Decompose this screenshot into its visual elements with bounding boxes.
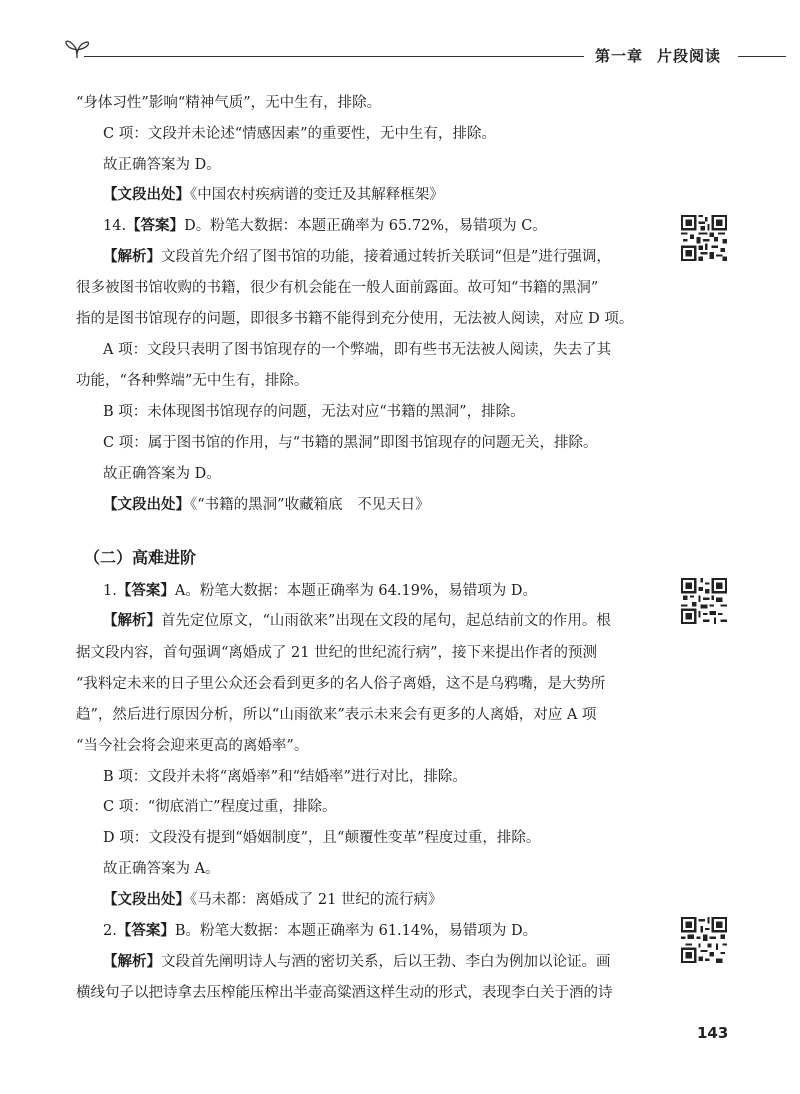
source-title: 《“书籍的黑洞”收藏箱底 不见天日》: [190, 497, 430, 513]
chapter-number: 第一章: [595, 47, 644, 65]
qr-code-icon[interactable]: [681, 917, 727, 963]
answer-line: [103, 216, 547, 236]
answer-text: D。粉笔大数据：本题正确率为 65.72%，易错项为 C。: [184, 218, 547, 234]
chapter-title: 片段阅读: [657, 47, 722, 65]
question-number: 2.: [103, 923, 117, 939]
analysis-tag: 【解析】: [103, 613, 161, 629]
answer-line: [103, 581, 537, 601]
text-line: B 项：文段并未将“离婚率”和“结婚率”进行对比，排除。: [103, 769, 467, 785]
answer-text: A。粉笔大数据：本题正确率为 64.19%，易错项为 D。: [174, 583, 537, 599]
text-line: 功能，“各种弊端”无中生有，排除。: [76, 373, 309, 389]
question-number: 14.: [103, 218, 127, 234]
source-line: [103, 185, 444, 205]
text-line: B 项：未体现图书馆现存的问题，无法对应“书籍的黑洞”，排除。: [103, 404, 525, 420]
source-title: 《马未都：离婚成了 21 世纪的流行病》: [190, 892, 443, 908]
header-rule-left: [84, 56, 584, 57]
text-line: 横线句子以把诗拿去压榨能压榨出半壶高粱酒这样生动的形式，表现李白关于酒的诗: [76, 985, 613, 1001]
text-line: 故正确答案为 A。: [103, 861, 220, 877]
text-line: A 项：文段只表明了图书馆现存的一个弊端，即有些书无法被人阅读，失去了其: [103, 342, 612, 358]
text-line: 很多被图书馆收购的书籍，很少有机会能在一般人面前露面。故可知“书籍的黑洞”: [76, 280, 599, 296]
source-line: [103, 495, 430, 515]
text-line: D 项：文段没有提到“婚姻制度”，且“颠覆性变革”程度过重，排除。: [103, 830, 541, 846]
answer-tag: 【答案】: [116, 583, 175, 599]
page-number: 143: [697, 1024, 729, 1042]
source-line: [103, 890, 442, 910]
source-tag: 【文段出处】: [103, 892, 190, 908]
text-line: “身体习性”影响“精神气质”，无中生有，排除。: [76, 95, 382, 111]
analysis-tag: 【解析】: [103, 249, 161, 265]
analysis-text: 首先定位原文，“山雨欲来”出现在文段的尾句，起总结前文的作用。根: [161, 613, 611, 629]
text-line: 指的是图书馆现存的问题，即很多书籍不能得到充分使用，无法被人阅读，对应 D 项。: [76, 311, 634, 327]
text-line: 趋”，然后进行原因分析，所以“山雨欲来”表示未来会有更多的人离婚，对应 A 项: [76, 707, 597, 723]
header-rule-right: [738, 56, 786, 57]
answer-text: B。粉笔大数据：本题正确率为 61.14%，易错项为 D。: [174, 923, 538, 939]
answer-line: [103, 921, 537, 941]
qr-code-icon[interactable]: [681, 215, 727, 261]
qr-code-icon[interactable]: [681, 578, 727, 624]
text-line: C 项：属于图书馆的作用，与“书籍的黑洞”即图书馆现存的问题无关，排除。: [103, 435, 598, 451]
source-tag: 【文段出处】: [103, 187, 190, 203]
text-line: C 项：“彻底消亡”程度过重，排除。: [103, 799, 337, 815]
analysis-line: [103, 611, 611, 631]
chapter-heading: [595, 45, 721, 66]
text-line: 故正确答案为 D。: [103, 466, 221, 482]
source-tag: 【文段出处】: [103, 497, 190, 513]
analysis-line: [103, 952, 611, 972]
analysis-line: [103, 247, 611, 267]
section-title: （二）高难进阶: [84, 548, 197, 567]
text-line: 据文段内容，首句强调“离婚成了 21 世纪的世纪流行病”，接下来提出作者的预测: [76, 645, 597, 661]
analysis-text: 文段首先阐明诗人与酒的密切关系，后以王勃、李白为例加以论证。画: [161, 954, 611, 970]
question-number: 1.: [103, 583, 117, 599]
analysis-tag: 【解析】: [103, 954, 161, 970]
analysis-text: 文段首先介绍了图书馆的功能，接着通过转折关联词“但是”进行强调，: [161, 249, 611, 265]
text-line: 故正确答案为 D。: [103, 157, 221, 173]
text-line: “当今社会将会迎来更高的离婚率”。: [76, 738, 309, 754]
page-header: [0, 0, 800, 70]
source-title: 《中国农村疾病谱的变迁及其解释框架》: [190, 187, 444, 203]
text-line: “我料定未来的日子里公众还会看到更多的名人俗子离婚，这不是乌鸦嘴，是大势所: [76, 676, 606, 692]
text-line: C 项：文段并未论述“情感因素”的重要性，无中生有，排除。: [103, 126, 497, 142]
answer-tag: 【答案】: [126, 218, 185, 234]
answer-tag: 【答案】: [116, 923, 175, 939]
